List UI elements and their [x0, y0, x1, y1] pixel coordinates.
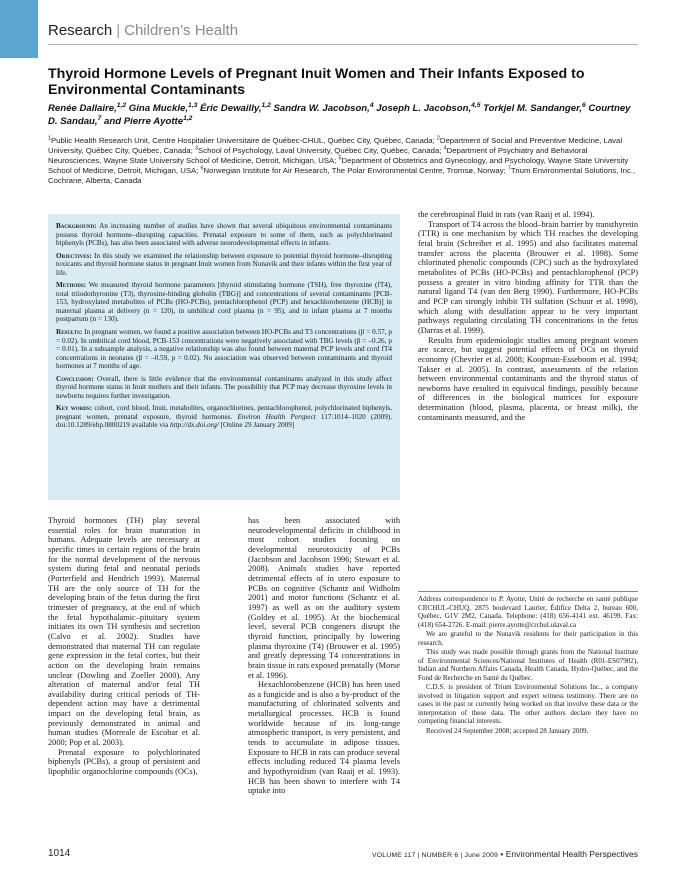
header-separator: | [116, 22, 121, 39]
correspondence-notes [418, 591, 638, 736]
citation-journal: Environ Health Perspect [232, 412, 316, 421]
affiliation-marker: 4 [443, 145, 447, 152]
author-name: and Pierre Ayotte [101, 115, 184, 127]
author-name: Courtney D. Sandau, [48, 103, 631, 127]
author-affiliation-marker: 1,3 [188, 101, 198, 109]
correspondence-address: Address correspondence to P. Ayotte, Unité de recherche en santé publique CRCHUL-CHUQ, 2875 boulevard Laurier, Édifice Delta 2, bureau 600, Québec, G1V 2M2, Canada. Telephone: (418) 656-4141 ext. 46199. Fax: (418) 654-2726. E-mail: pierre.ayotte@crchul.ulaval.ca [418, 595, 638, 629]
body-paragraph: the cerebrospinal fluid in rats (van Raaij et al. 1994). [418, 210, 595, 219]
section-color-tab [0, 0, 38, 58]
article-title: Thyroid Hormone Levels of Pregnant Inuit Women and Their Infants Exposed to Environmental Contaminants [48, 66, 585, 98]
abstract-box [48, 214, 400, 500]
footer-journal [372, 849, 638, 859]
body-paragraph: Hexachlorobenzene (HCB) has been used as a fungicide and is also a by-product of the manufacturing of chlorinated solvents and metallurgical processes. HCB is found worldwide because of its long-range atmospheric transport, is very persistent, and tends to accumulate in adipose tissues. Exposure to HCB in rats can produce several effects including reduced T4 plasma levels and hypothyroidism (van Raaij et al. 1993). HCB has been shown to interfere with T4 uptake into [248, 680, 400, 796]
author-affiliation-marker: 7 [97, 114, 102, 122]
page-number: 1014 [48, 848, 71, 859]
author-name: Renée Dallaire, [48, 103, 117, 114]
abstract-objectives: Objectives: In this study we examined the relationship between exposure to potential thyroid hormone–disrupting toxicants and thyroid hormone status in pregnant Inuit women from Nunavik and their infants within the first year of life. [56, 251, 392, 277]
author-name: Torkjel M. Sandanger, [480, 103, 582, 114]
author-affiliation-marker: 1,2 [183, 114, 193, 122]
affiliation-marker: 7 [507, 165, 511, 172]
affiliation-marker: 3 [195, 145, 199, 152]
author-name: Éric Dewailly, [197, 103, 262, 114]
body-paragraph: Prenatal exposure to polychlorinated biphenyls (PCBs), a group of persistent and lipophilic organochlorine compounds (OCs), [48, 747, 200, 777]
author-affiliation-marker: 6 [581, 101, 586, 109]
doi-link[interactable]: http://dx.doi.org/ [169, 421, 219, 430]
affiliation-marker: 2 [436, 135, 440, 142]
acknowledgment: We are grateful to the Nunavik residents for their participation in this research. [418, 630, 638, 647]
affiliation-text: Department of Obstetrics and Gynecology, and Psychology, Wayne State University School of Medicine, Detroit, Michigan, USA; [48, 156, 629, 175]
affiliation-marker: 5 [338, 155, 342, 162]
funding-note: This study was made possible through grants from the National Institute of Environmental Sciences/National Institutes of Health (R01-ES07902), Indian and Northern Affairs Canada, Health Canada, Hydro-Québec, and the Fond de Recherche en Santé du Québec. [418, 648, 638, 682]
abstract-results: Results: In pregnant women, we found a positive association between HO-PCBs and T3 concentrations (β = 0.57, p = 0.02). In umbilical cord blood, PCB-153 concentrations were negatively associated with TBG levels (β = –0.26, p = 0.01). In a subsample analysis, a negative relationship was also found between maternal PCP levels and cord fT4 concentrations in neonates (β = –0.59, p = 0.02). No association was observed between contaminants and thyroid hormones at 7 months of age. [56, 328, 392, 371]
body-paragraph: Results from epidemiologic studies among pregnant women are scarce, but suggest potential effects of OCs on thyroid economy (Chevrier et al. 2008; Koopman-Esseboom et al. 1994; Takser et al. 2005). In contrast, assessments of the relation between environmental contaminants and the thyroid status of newborns have resulted in equivocal findings, possibly because of differences in the biological matrices for exposure determination (blood, plasma, placenta, or breast milk), the contaminants measured, and the [418, 335, 638, 422]
page-footer [0, 846, 680, 866]
header-rule [48, 44, 638, 45]
body-paragraph: Transport of T4 across the blood–brain barrier by transthyretin (TTR) is one mechanism by which TH reaches the developing fetal brain (Schreiber et al. 1995) and also facilitates maternal transfer across the placenta (Brouwer et al. 1998). Some chlorinated phenolic compounds (CPC) such as the hydroxylated metabolites of PCBs (HO-PCBs) and pentachlorophenol (PCP) possess a greater in vitro binding affinity for TTR than the natural ligand T4 (van den Berg 1990). Furthermore, HO-PCBs and PCP can strongly inhibit TH sulfation (Schuur et al. 1998), which along with desulfation appear to be very important pathways regulating circulating TH concentrations in the fetus (Darras et al. 1999). [418, 219, 638, 335]
affiliation-text: Trium Environmental Solutions, Inc., Cochrane, Alberta, Canada [48, 166, 636, 185]
affiliation-text: Department of Social and Preventive Medicine, Laval University, Québec City, Québec, Canada; [48, 136, 623, 155]
abstract-conclusion: Conclusion: Overall, there is little evidence that the environmental contaminants analyzed in this study affect thyroid hormone status in Inuit mothers and their infants. The possibility that PCP may decrease thyroxine levels in newborns requires further investigation. [56, 374, 392, 400]
author-affiliation-marker: 1,2 [261, 101, 271, 109]
body-column-2 [248, 516, 400, 796]
body-paragraph: has been associated with neurodevelopmental deficits in childhood in most cohort studies focusing on developmental neurotoxicity of PCBs (Jacobson and Jacobson 1996; Stewart et al. 2008). Animals studies have reported detrimental effects of in utero exposure to PCBs on cognitive (Schantz and Widholm 2001) and motor functions (Schantz et al. 1997) as well as on the auditory system (Goldey et al. 1995). At the biochemical level, several PCB congeners disrupt the thyroid function, principally by lowering plasma thyroxine (T4) (Brouwer et al. 1995) and greatly depressing T4 concentrations in brain tissue in rats exposed prenatally (Morse et al. 1996). [248, 516, 401, 680]
footer-volume: VOLUME 117 | NUMBER 6 | June 2009 [372, 852, 499, 859]
abstract-keywords: Key words: cohort, cord blood, Inuit, metabolites, organochlorines, pentachlorophenol, polychlorinated biphenyls, pregnant women, prenatal exposure, thyroid hormones. Environ Health Perspect 117:1014–1020 (2009). doi:10.1289/ehp.0800219 available via http://dx.doi.org/ [Online 29 January 2009] [56, 404, 392, 430]
author-name: Gina Muckle, [126, 103, 188, 114]
author-name: Sandra W. Jacobson, [270, 103, 370, 114]
author-affiliation-marker: 1,2 [116, 101, 127, 109]
header-section: Research [48, 22, 113, 39]
affiliations [48, 136, 638, 186]
affiliation-marker: 1 [48, 135, 52, 142]
author-affiliation-marker: 4 [369, 101, 374, 109]
running-header [48, 22, 238, 39]
author-affiliation-marker: 4,5 [471, 101, 481, 109]
abstract-methods: Methods: We measured thyroid hormone parameters [thyroid stimulating hormone (TSH), free thyroxine (fT4), total triiodothyronine (T3), thyroxine-binding globulin (TBG)] and concentrations of several contaminants [PCB-153, hydroxylated metabolites of PCBs (HO-PCBs), pentachlorophenol (PCP) and hexachlorobenzene (HCB)] in maternal plasma at delivery (n = 120), in umbilical cord plasma (n = 95), and in infant plasma at 7 months postpartum (n = 130). [56, 281, 392, 324]
affiliation-text: Norwegian Institute for Air Research, The Polar Environmental Centre, Tromsø, Norway; [203, 166, 508, 175]
abstract-background: Background: An increasing number of studies have shown that several ubiquitous environmental contaminants possess thyroid hormone–disrupting capacities. Prenatal exposure to some of them, such as polychlorinated biphenyls (PCBs), has also been associated with adverse neurodevelopmental effects in infants. [56, 222, 392, 248]
affiliation-text: Public Health Research Unit, Centre Hospitalier Universitaire de Québec-CHUL, Québec City, Québec, Canada; [51, 136, 437, 145]
author-list [48, 103, 638, 128]
body-paragraph: Thyroid hormones (TH) play several essential roles for brain maturation in humans. Adequate levels are necessary at specific times in certain regions of the brain for the normal development of the nervous system during fetal and neonatal periods (Porterfield and Hendrich 1993). Maternal TH are the only source of TH for the developing brain of the fetus during the first trimester of pregnancy, at the end of which the fetal hypothalamic–pituitary system initiates its own TH synthesis and secretion (Calvo et al. 2002). Studies have demonstrated that maternal TH can regulate gene expression in the fetal cortex, but their action on the developing brain remains unclear (Dowling and Zoeller 2000). Any alteration of maternal and/or fetal TH availability during critical periods of TH-dependent action may have a detrimental impact on the developing fetal brain, as previously demonstrated in animal and human studies (Morreale de Escobar et al. 2000; Pop et al. 2003). [48, 516, 200, 748]
header-topic: Children’s Health [124, 22, 239, 39]
affiliation-text: School of Psychology, Laval University, Québec City, Québec, Canada; [198, 146, 444, 155]
author-name: Joseph L. Jacobson, [373, 103, 472, 114]
body-column-1 [48, 516, 200, 777]
footer-journal-name: • Environmental Health Perspectives [498, 849, 638, 859]
body-column-3 [418, 210, 638, 422]
affiliation-text: Department of Psychiatry and Behavioral Neurosciences, Wayne State University School of Medicine, Detroit, Michigan, USA; [48, 146, 588, 165]
affiliation-marker: 6 [200, 165, 204, 172]
competing-interests: C.D.S. is president of Trium Environmental Solutions Inc., a company involved in litigation support and expert witness testimony. There are no cases in the past or currently being worked on that involve these data or the interpretation of these data. The other authors declare they have no competing financial interests. [418, 683, 638, 725]
received-dates: Received 24 September 2008; accepted 28 January 2009. [426, 726, 589, 735]
